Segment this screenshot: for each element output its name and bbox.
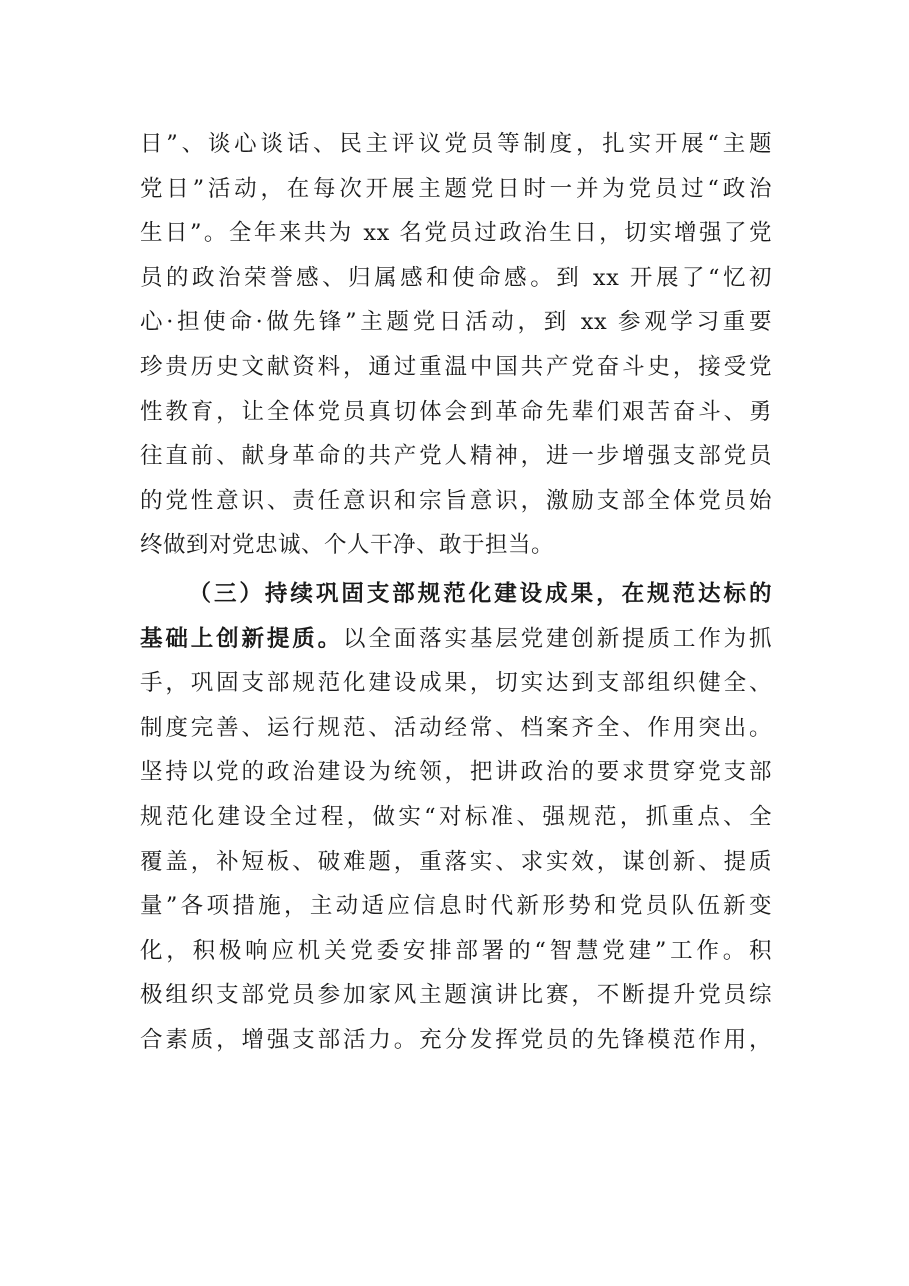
text-line: 极组织支部党员参加家风主题演讲比赛，不断提升党员综 [140, 982, 772, 1009]
text-line: 心·担使命·做先锋”主题党日活动，到 xx 参观学习重要 [140, 309, 772, 336]
text-line: 覆盖，补短板、破难题，重落实、求实效，谋创新、提质 [140, 848, 772, 875]
text-line: 手，巩固支部规范化建设成果，切实达到支部组织健全、 [140, 670, 772, 697]
paragraph-party-day-activities [140, 122, 772, 568]
section-heading-line [140, 572, 772, 617]
text-run: 以全面落实基层党建创新提质工作为抓 [343, 625, 772, 652]
text-line: 日”、谈心谈话、民主评议党员等制度，扎实开展“主题 [140, 131, 772, 157]
text-line: 规范化建设全过程，做实“对标准、强规范，抓重点、全 [140, 803, 772, 830]
text-line: 量”各项措施，主动适应信息时代新形势和党员队伍新变 [140, 893, 772, 920]
text-line: 员的政治荣誉感、归属感和使命感。到 xx 开展了“忆初 [140, 264, 772, 291]
text-line: 合素质，增强支部活力。充分发挥党员的先锋模范作用， [140, 1026, 772, 1053]
text-line: 化，积极响应机关党委安排部署的“智慧党建”工作。积 [140, 937, 772, 964]
text-line: 生日”。全年来共为 xx 名党员过政治生日，切实增强了党 [140, 220, 772, 247]
text-line: 终做到对党忠诚、个人干净、敢于担当。 [140, 532, 555, 559]
section-heading: （三）持续巩固支部规范化建设成果，在规范达标的 [186, 580, 772, 607]
text-line: 党日”活动，在每次开展主题党日时一并为党员过“政治 [140, 175, 772, 202]
text-line: 性教育，让全体党员真切体会到革命先辈们艰苦奋斗、勇 [140, 398, 772, 425]
text-line: 制度完善、运行规范、活动经常、档案齐全、作用突出。 [140, 714, 772, 741]
text-line: 坚持以党的政治建设为统领，把讲政治的要求贯穿党支部 [140, 759, 772, 786]
text-line: 的党性意识、责任意识和宗旨意识，激励支部全体党员始 [140, 487, 772, 514]
text-line: 往直前、献身革命的共产党人精神，进一步增强支部党员 [140, 443, 772, 470]
paragraph-standardization [140, 572, 772, 1063]
document-body [140, 122, 772, 1062]
text-line: 珍贵历史文献资料，通过重温中国共产党奋斗史，接受党 [140, 353, 772, 380]
section-heading-continued: 基础上创新提质。 [140, 625, 343, 652]
text-line [140, 617, 772, 662]
